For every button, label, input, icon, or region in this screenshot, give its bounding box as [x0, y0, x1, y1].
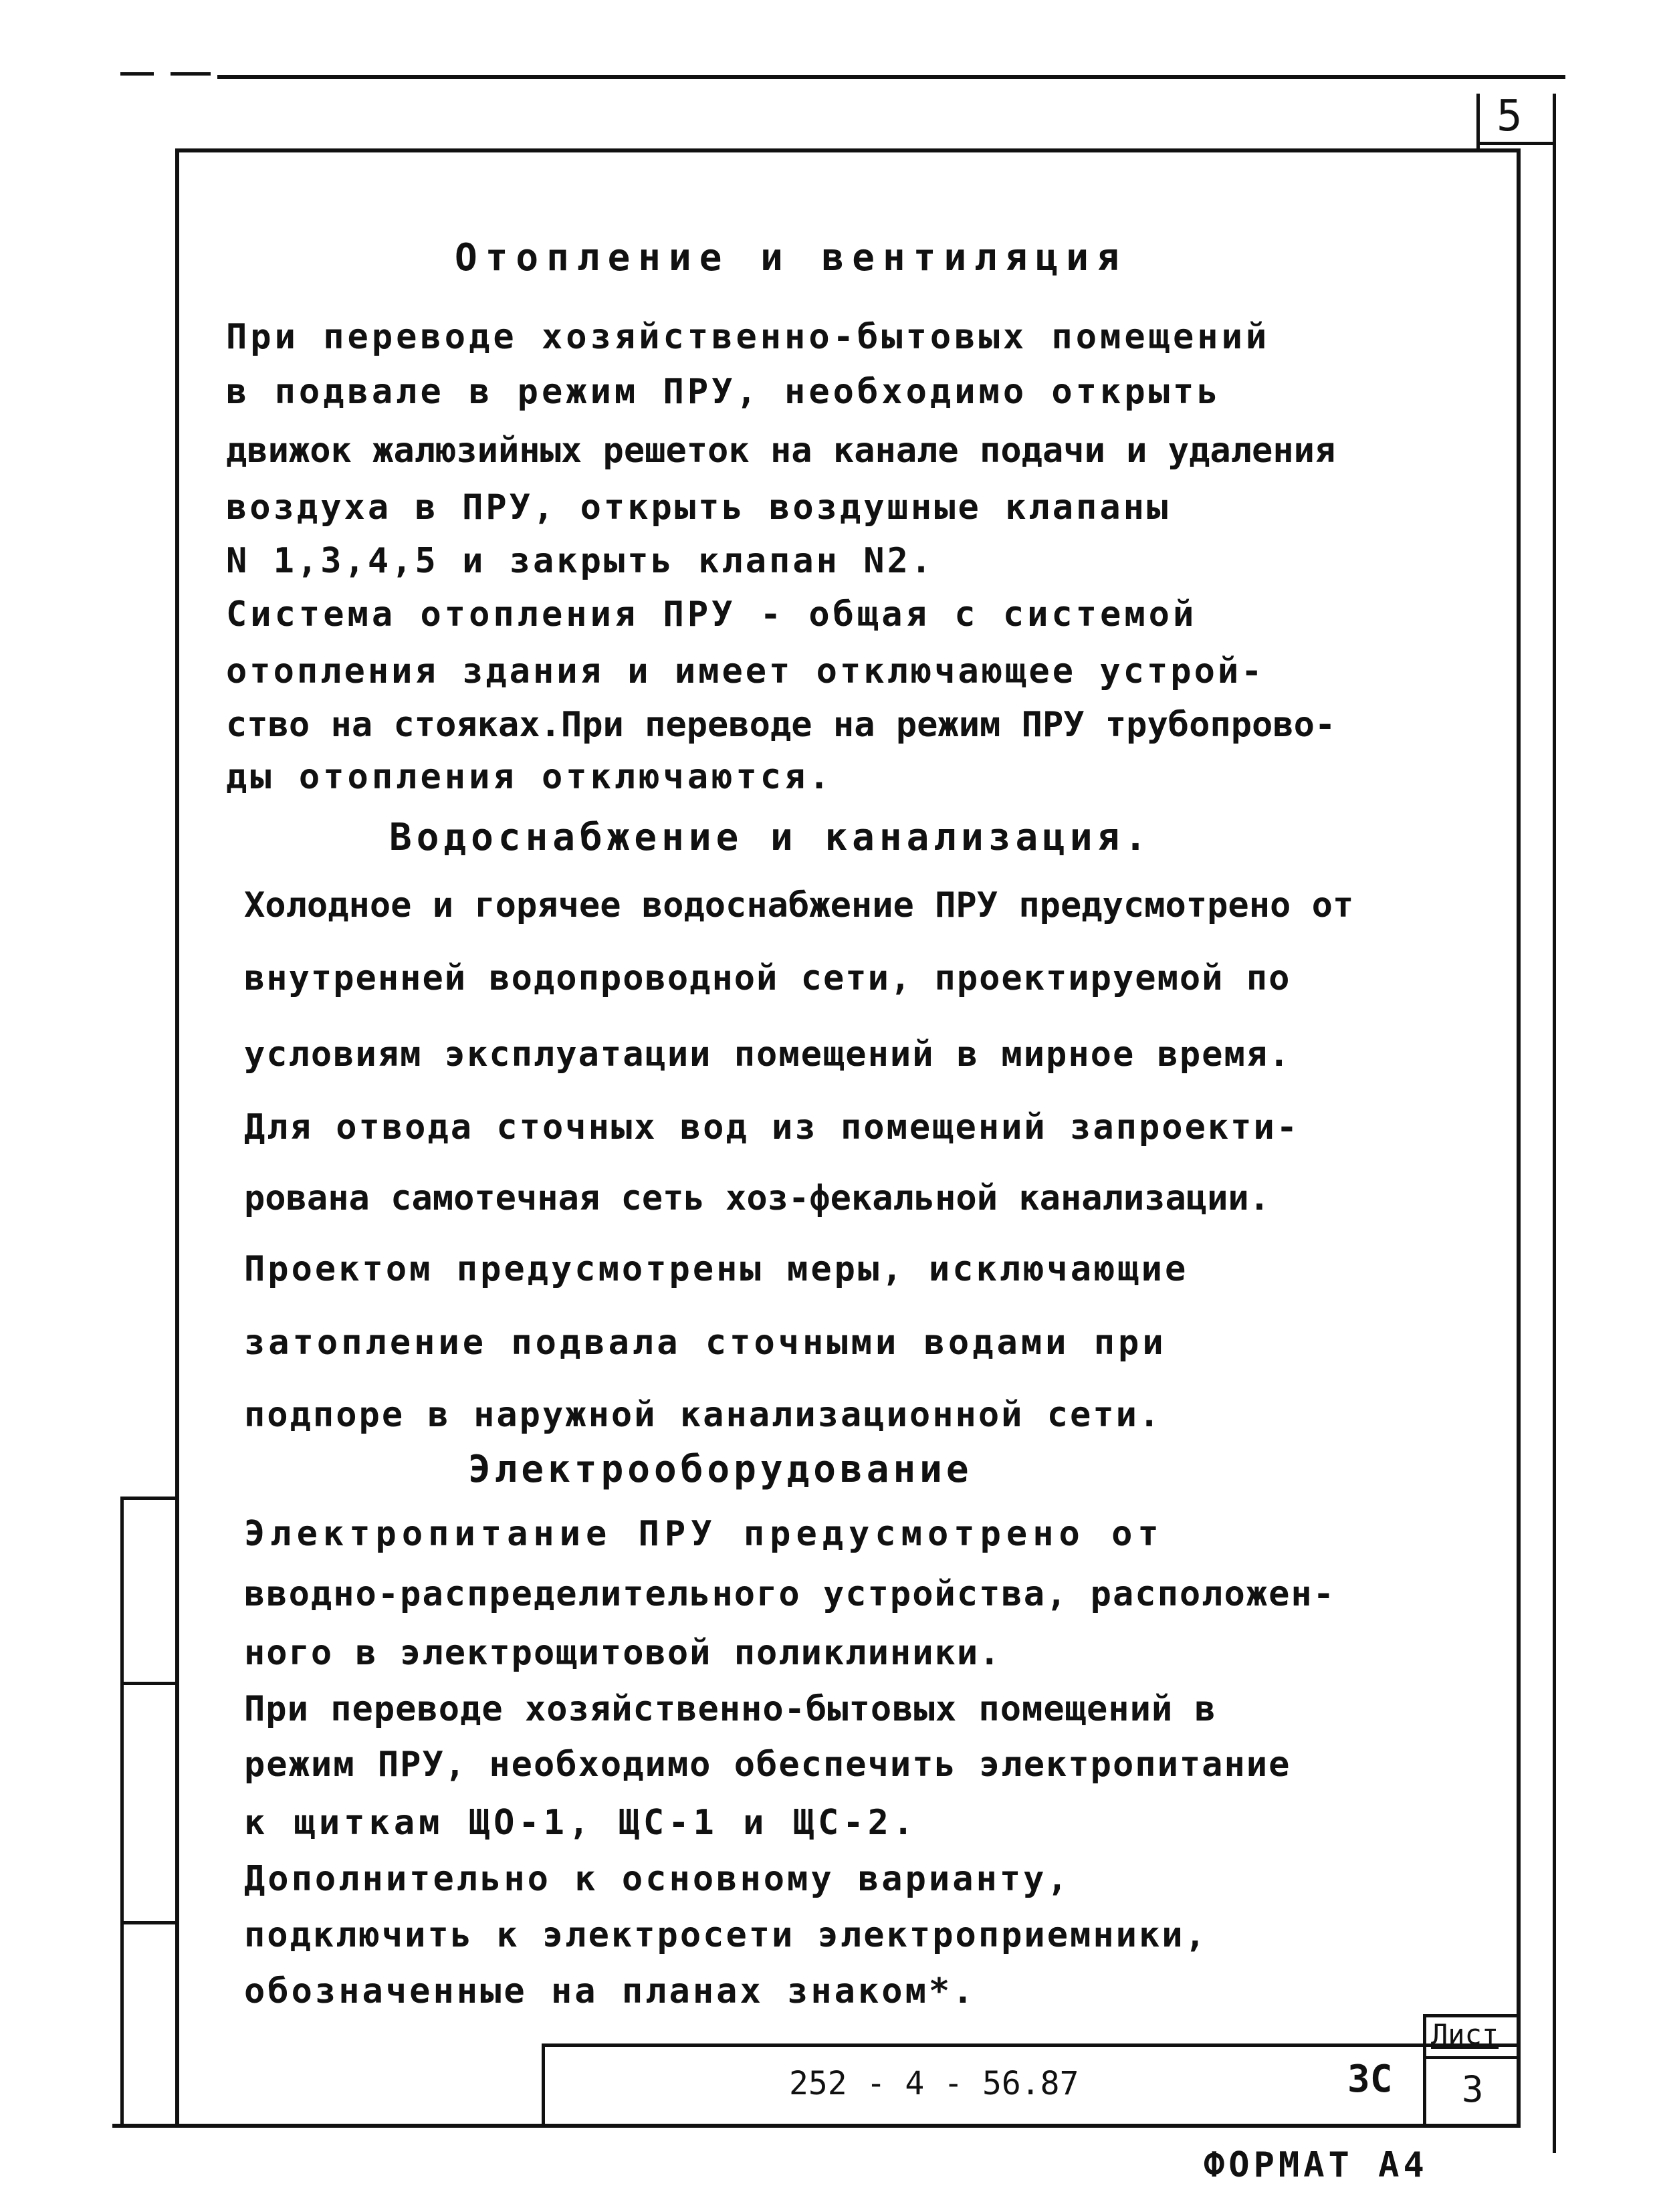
electric-line-1: Электропитание ПРУ предусмотрено от: [244, 1514, 1164, 1554]
title-block-top: [542, 2043, 1521, 2047]
top-dash-left: [120, 72, 154, 76]
frame-top: [175, 148, 1521, 152]
frame-right: [1517, 148, 1521, 2128]
page-number: 5: [1497, 92, 1523, 141]
section-code: 3С: [1347, 2058, 1393, 2101]
heating-line-5: N 1,3,4,5 и закрыть клапан N2.: [226, 541, 935, 581]
heading-heating-ventilation: Отопление и вентиляция: [455, 236, 1127, 280]
page-number-box-left: [1476, 94, 1480, 148]
heading-water-sewerage: Водоснабжение и канализация.: [389, 816, 1152, 859]
doc-code: 252 - 4 - 56.87: [789, 2065, 1079, 2102]
electric-line-7: Дополнительно к основному варианту,: [244, 1859, 1071, 1899]
water-line-7: затопление подвала сточными водами при: [244, 1323, 1167, 1363]
sheet-number: 3: [1462, 2068, 1484, 2110]
heating-line-6: Система отопления ПРУ - общая с системой: [226, 594, 1198, 635]
margin-stub-vertical: [120, 1497, 124, 2128]
electric-line-9: обозначенные на планах знаком*.: [244, 1971, 976, 2011]
heating-line-8: ство на стояках.При переводе на режим ПРУ трубопрово-: [226, 705, 1336, 745]
water-line-2: внутренней водопроводной сети, проектируемой по: [244, 958, 1291, 998]
heating-line-9: ды отопления отключаются.: [226, 757, 833, 797]
electric-line-8: подключить к электросети электроприемники,: [244, 1915, 1208, 1955]
water-line-5: рована самотечная сеть хоз-фекальной канализации.: [244, 1178, 1270, 1218]
water-line-3: условиям эксплуатации помещений в мирное время.: [244, 1034, 1291, 1075]
electric-line-4: При переводе хозяйственно-бытовых помещений в: [244, 1689, 1216, 1729]
electric-line-3: ного в электрощитовой поликлиники.: [244, 1633, 1002, 1673]
top-border-line: [217, 75, 1565, 79]
water-line-6: Проектом предусмотрены меры, исключающие: [244, 1249, 1189, 1289]
title-block-left: [542, 2043, 545, 2128]
sheet-cell-divider: [1423, 2056, 1521, 2059]
heating-line-2: в подвале в режим ПРУ, необходимо открыть: [226, 372, 1222, 412]
electric-line-2: вводно-распределительного устройства, расположен-: [244, 1574, 1336, 1614]
water-line-1: Холодное и горячее водоснабжение ПРУ предусмотрено от: [244, 885, 1354, 925]
page-number-box-bottom: [1476, 142, 1554, 145]
format-label: ФОРМАТ А4: [1204, 2145, 1428, 2185]
outer-right-line: [1553, 94, 1556, 2153]
margin-stub-line-3: [120, 1921, 178, 1924]
heating-line-4: воздуха в ПРУ, открыть воздушные клапаны: [226, 487, 1171, 528]
sheet-cell-top: [1423, 2014, 1521, 2017]
sheet-label: Лист: [1431, 2018, 1499, 2051]
electric-line-5: режим ПРУ, необходимо обеспечить электропитание: [244, 1745, 1291, 1785]
heading-electrical: Электрооборудование: [468, 1448, 973, 1491]
heating-line-3: движок жалюзийных решеток на канале подачи и удаления: [226, 431, 1336, 471]
heating-line-7: отопления здания и имеет отключающее устрой-: [226, 651, 1265, 691]
water-line-4: Для отвода сточных вод из помещений запроекти-: [244, 1107, 1300, 1147]
margin-stub-line-1: [120, 1497, 178, 1500]
frame-left: [175, 148, 179, 2128]
heating-line-1: При переводе хозяйственно-бытовых помещений: [226, 317, 1270, 357]
margin-stub-line-2: [120, 1682, 178, 1685]
top-dash-mid: [171, 72, 211, 76]
sheet-cell-left: [1423, 2014, 1426, 2128]
frame-bottom: [112, 2124, 1521, 2128]
electric-line-6: к щиткам ЩО-1, ЩС-1 и ЩС-2.: [244, 1803, 918, 1843]
water-line-8: подпоре в наружной канализационной сети.: [244, 1395, 1162, 1435]
